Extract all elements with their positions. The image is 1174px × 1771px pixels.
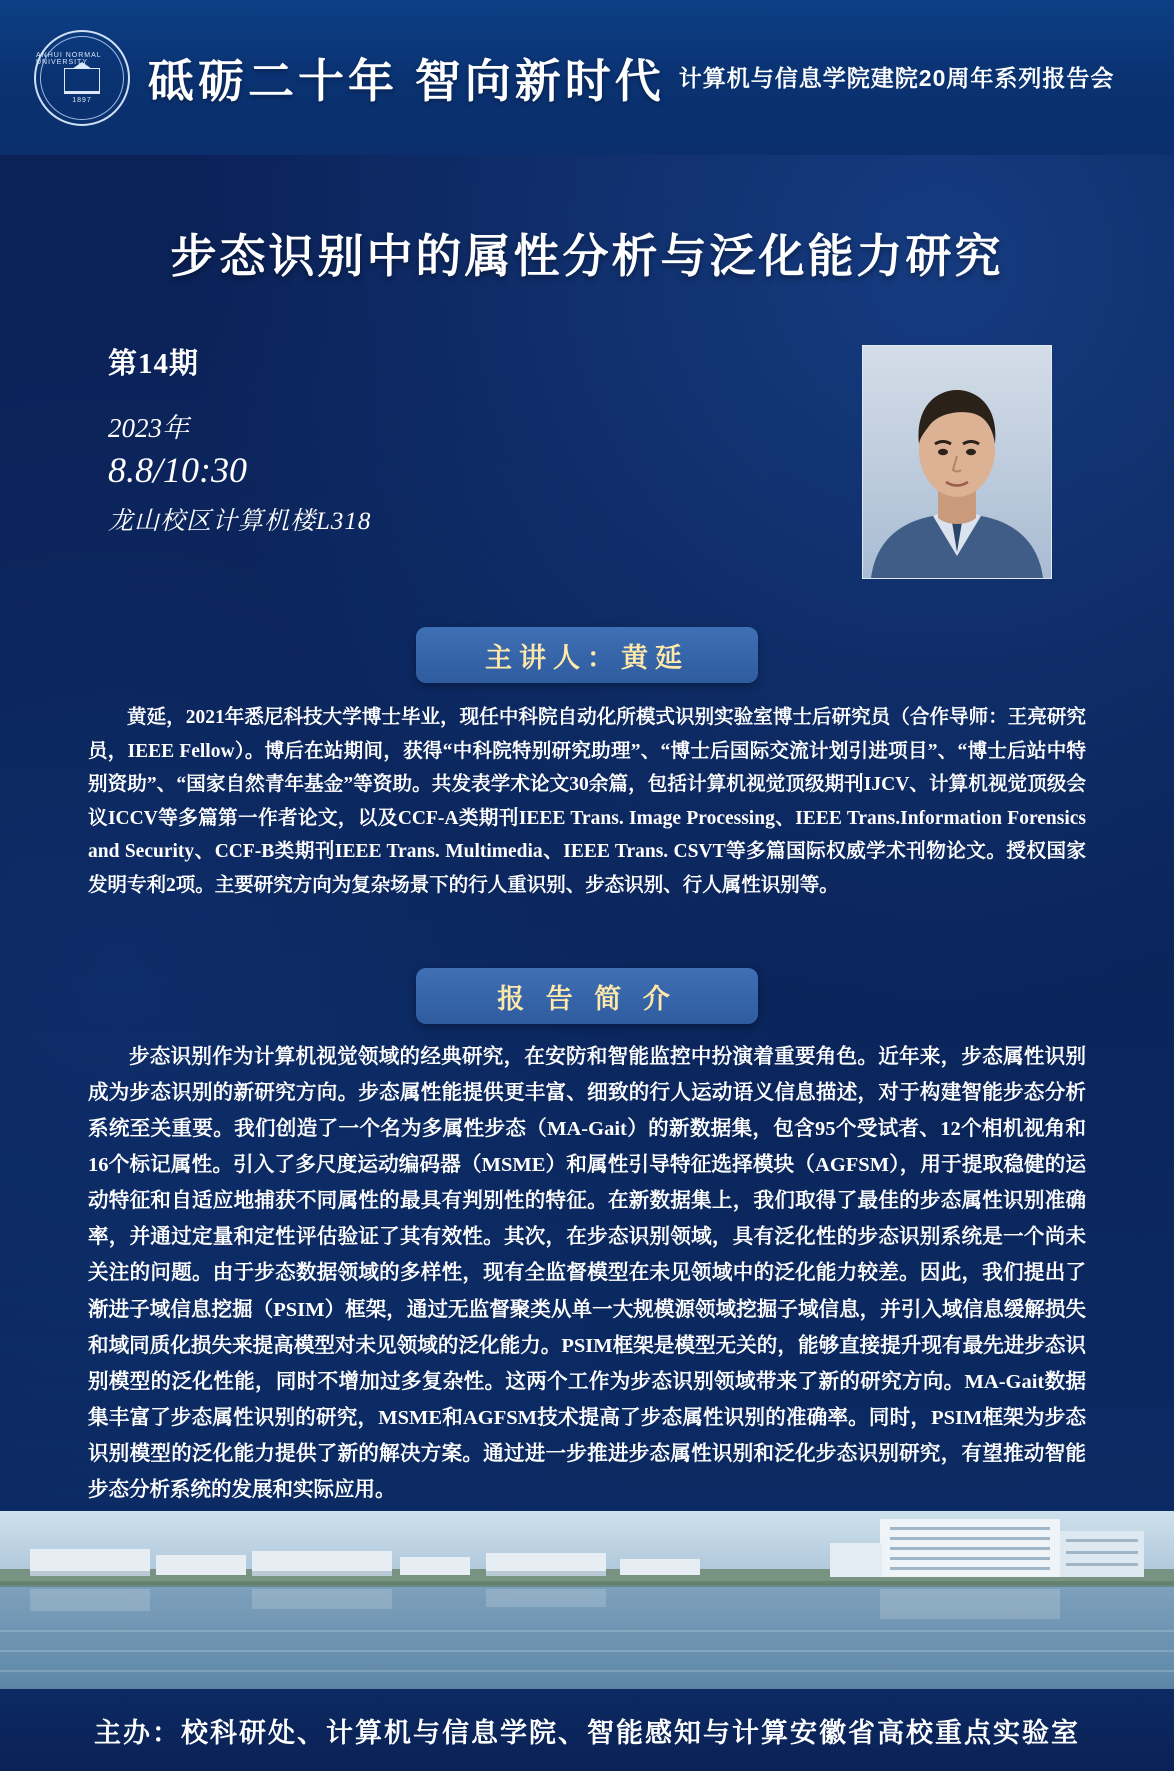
abstract-text: 步态识别作为计算机视觉领域的经典研究，在安防和智能监控中扮演着重要角色。近年来，步态属性识别成为步态识别的新研究方向。步态属性能提供更丰富、细致的行人运动语义信息描述，对于构建智能步态分析系统至关重要。我们创造了一个名为多属性步态（MA-Gait）的新数据集，包含95个受试者、12个相机视角和16个标记属性。引入了多尺度运动编码器（MSME）和属性引导特征选择模块（AGFSM），用于提取稳健的运动特征和自适应地捕获不同属性的最具有判别性的特征。在新数据集上，我们取得了最佳的步态属性识别准确率，并通过定量和定性评估验证了其有效性。其次，在步态识别领域，具有泛化性的步态识别系统是一个尚未关注的问题。由于步态数据领域的多样性，现有全监督模型在未见领域中的泛化能力较差。因此，我们提出了渐进子域信息挖掘（PSIM）框架，通过无监督聚类从单一大规模源领域挖掘子域信息，并引入域信息缓解损失和域同质化损失来提高模型对未见领域的泛化能力。PSIM框架是模型无关的，能够直接提升现有最先进步态识别模型的泛化性能，同时不增加过多复杂性。这两个工作为步态识别领域带来了新的研究方向。MA-Gait数据集丰富了步态属性识别的研究，MSME和AGFSM技术提高了步态属性识别的准确率。同时，PSIM框架为步态识别模型的泛化能力提供了新的解决方案。通过进一步推进步态属性识别和泛化步态识别研究，有望推动智能步态分析系统的发展和实际应用。: [88, 1046, 1086, 1501]
page-title: 步态识别中的属性分析与泛化能力研究: [170, 230, 1004, 282]
event-meta: [108, 341, 371, 537]
banner-title: 砥砺二十年 智向新时代: [148, 54, 665, 107]
footer-bar: [0, 1689, 1174, 1771]
emblem-building-icon: [64, 68, 100, 94]
banner-subtitle: 计算机与信息学院建院20周年系列报告会: [678, 64, 1115, 91]
university-emblem-icon: [34, 30, 130, 126]
emblem-year: 1897: [72, 96, 92, 104]
speaker-bio: 黄延，2021年悉尼科技大学博士毕业，现任中科院自动化所模式识别实验室博士后研究员（合作导师：王亮研究员，IEEE Fellow）。博后在站期间，获得“中科院特别研究助理”、“博士后国际交流计划引进项目”、“博士后站中特别资助”、“国家自然青年基金”等资助。共发表学术论文30余篇，包括计算机视觉顶级期刊IJCV、计算机视觉顶级会议ICCV等多篇第一作者论文，以及CCF-A类期刊IEEE Trans. Image Processing、IEEE Trans.Information Forensics and Security、CCF-B类期刊IEEE Trans. Multimedia、IEEE Trans. CSVT等多篇国际权威学术刊物论文。授权国家发明专利2项。主要研究方向为复杂场景下的行人重识别、步态识别、行人属性识别等。: [88, 707, 1086, 896]
emblem-top-text: ANHUI NORMAL UNIVERSITY: [36, 51, 102, 66]
speaker-ribbon: 主讲人：黄延: [416, 627, 758, 683]
main-content: [0, 155, 1174, 1511]
event-location: 龙山校区计算机楼L318: [108, 508, 372, 535]
event-year: 2023年: [108, 413, 189, 443]
issue-number: 第14期: [108, 348, 200, 380]
campus-photo: [0, 1511, 1174, 1689]
event-datetime: 8.8/10:30: [108, 450, 247, 490]
top-banner: [0, 0, 1174, 155]
abstract-ribbon: 报 告 简 介: [416, 968, 758, 1024]
footer-text: 主办：校科研处、计算机与信息学院、智能感知与计算安徽省高校重点实验室: [94, 1717, 1080, 1748]
speaker-portrait: [862, 345, 1052, 579]
